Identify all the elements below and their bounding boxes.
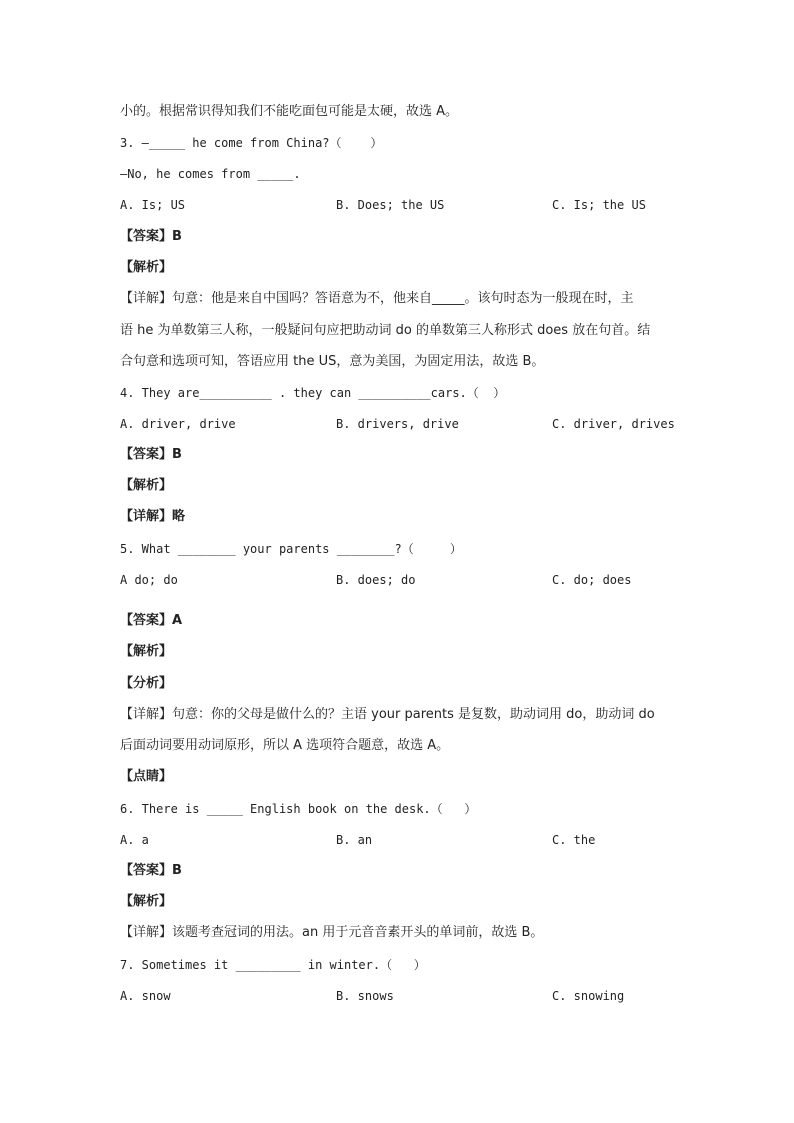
q6-option-c: C. the	[552, 833, 596, 847]
question-5: 5. What ________ your parents ________?（ ）	[120, 542, 462, 556]
question-3-reply: —No, he comes from _____.	[120, 167, 301, 181]
q6-option-a: A. a	[120, 833, 149, 847]
question-3: 3. —_____ he come from China?（ ）	[120, 136, 383, 150]
question-6: 6. There is _____ English book on the desk.（ ）	[120, 802, 477, 816]
q3-option-b: B. Does; the US	[336, 198, 445, 212]
q4-analysis-label: 【解析】	[120, 478, 173, 493]
q5-answer: 【答案】A	[120, 613, 183, 628]
q5-option-a: A do; do	[120, 573, 178, 587]
q5-analysis-sub: 【分析】	[120, 676, 173, 691]
q6-detail: 【详解】该题考查冠词的用法。an 用于元音音素开头的单词前，故选 B。	[120, 925, 544, 940]
q6-analysis-label: 【解析】	[120, 894, 173, 909]
q4-detail: 【详解】略	[120, 509, 186, 524]
q3-option-c: C. Is; the US	[552, 198, 646, 212]
q4-option-b: B. drivers, drive	[336, 417, 459, 431]
question-4: 4. They are__________ . they can __________cars.（ ）	[120, 386, 506, 400]
q5-option-c: C. do; does	[552, 573, 632, 587]
q6-option-b: B. an	[336, 833, 373, 847]
q6-answer: 【答案】B	[120, 863, 182, 878]
q3-option-a: A. Is; US	[120, 198, 186, 212]
q3-analysis-label: 【解析】	[120, 260, 173, 275]
q5-option-b: B. does; do	[336, 573, 416, 587]
q3-detail-2: 语 he 为单数第三人称，一般疑问句应把助动词 do 的单数第三人称形式 does 放在句首。结	[120, 323, 651, 338]
q3-answer: 【答案】B	[120, 229, 182, 244]
q7-option-a: A. snow	[120, 989, 171, 1003]
question-7: 7. Sometimes it _________ in winter.（ ）	[120, 958, 426, 972]
q4-option-c: C. driver, drives	[552, 417, 675, 431]
q7-option-b: B. snows	[336, 989, 394, 1003]
q5-key-point-label: 【点睛】	[120, 769, 173, 784]
q4-option-a: A. driver, drive	[120, 417, 236, 431]
q5-detail-2: 后面动词要用动词原形，所以 A 选项符合题意，故选 A。	[120, 738, 450, 753]
q7-option-c: C. snowing	[552, 989, 625, 1003]
q4-answer: 【答案】B	[120, 447, 182, 462]
q3-detail-1: 【详解】句意：他是来自中国吗？答语意为不，他来自_____。该句时态为一般现在时，主	[120, 291, 634, 306]
q5-analysis-label: 【解析】	[120, 644, 173, 659]
q3-detail-3: 合句意和选项可知，答语应用 the US，意为美国，为固定用法，故选 B。	[120, 354, 545, 369]
explanation-continued: 小的。根据常识得知我们不能吃面包可能是太硬，故选 A。	[120, 104, 459, 119]
q5-detail-1: 【详解】句意：你的父母是做什么的？主语 your parents 是复数，助动词用 do，助动词 do	[120, 707, 655, 722]
